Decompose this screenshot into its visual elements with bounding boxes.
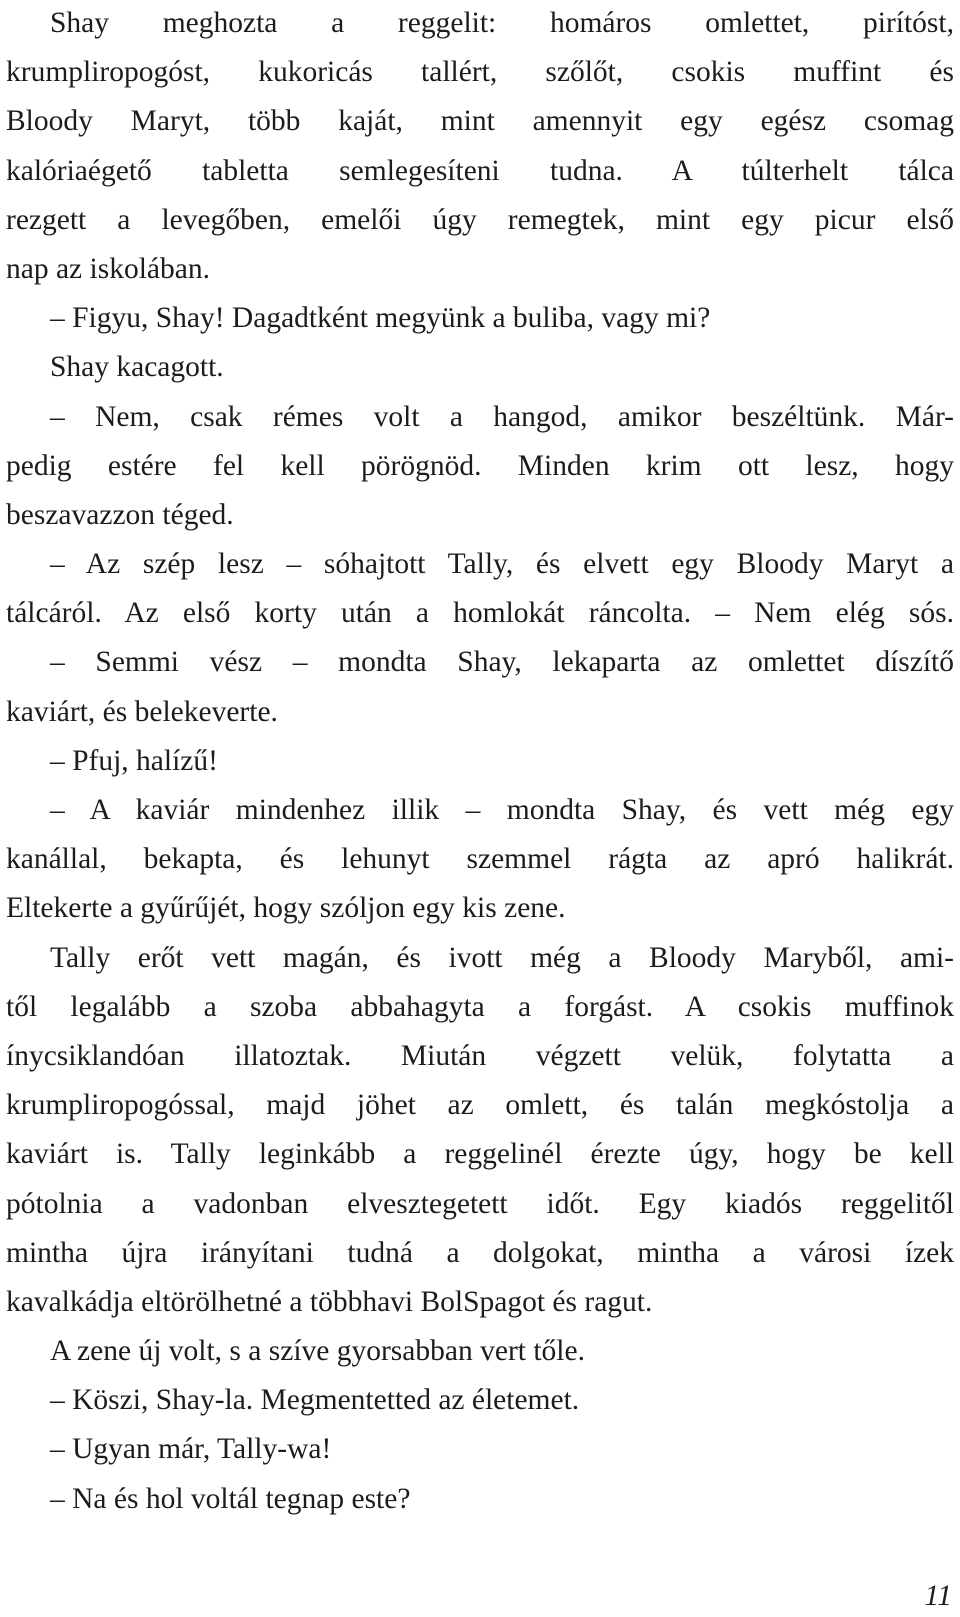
- text-line-31: – Na és hol voltál tegnap este?: [50, 1482, 411, 1515]
- text-line-23: krumpliropogóssal, majd jöhet az omlett, és talán megkóstolja a: [6, 1089, 954, 1122]
- text-line-5: rezgett a levegőben, emelői úgy remegtek, mint egy picur első: [6, 203, 954, 236]
- text-line-14: – Semmi vész – mondta Shay, lekaparta az omlettet díszítő: [50, 646, 954, 679]
- text-line-13: tálcáról. Az első korty után a homlokát ráncolta. – Nem elég sós.: [6, 597, 954, 630]
- text-line-1: Shay meghozta a reggelit: homáros omlettet, pirítóst,: [50, 7, 954, 39]
- text-line-9: – Nem, csak rémes volt a hangod, amikor beszéltünk. Már-: [50, 400, 954, 433]
- text-line-8: Shay kacagott.: [50, 351, 224, 384]
- text-line-30: – Ugyan már, Tally-wa!: [50, 1433, 332, 1466]
- text-line-20: Tally erőt vett magán, és ivott még a Bloody Maryből, ami-: [50, 941, 954, 974]
- text-line-21: től legalább a szoba abbahagyta a forgást. A csokis muffinok: [6, 990, 954, 1023]
- text-line-25: pótolnia a vadonban elvesztegetett időt. Egy kiadós reggelitől: [6, 1187, 954, 1220]
- body-text: [6, 0, 954, 1524]
- text-line-16: – Pfuj, halízű!: [50, 744, 218, 777]
- text-line-11: beszavazzon téged.: [6, 498, 234, 531]
- text-line-7: – Figyu, Shay! Dagadtként megyünk a buliba, vagy mi?: [50, 302, 711, 335]
- text-line-18: kanállal, bekapta, és lehunyt szemmel rágta az apró halikrát.: [6, 843, 954, 876]
- text-line-29: – Köszi, Shay-la. Megmentetted az életemet.: [50, 1384, 580, 1417]
- text-line-4: kalóriaégető tabletta semlegesíteni tudna. A túlterhelt tálca: [6, 154, 954, 187]
- text-line-10: pedig estére fel kell pörögnöd. Minden krim ott lesz, hogy: [6, 449, 954, 482]
- text-line-17: – A kaviár mindenhez illik – mondta Shay, és vett még egy: [50, 794, 954, 826]
- text-line-22: ínycsiklandóan illatoztak. Miután végzett velük, folytatta a: [6, 1039, 954, 1072]
- text-line-12: – Az szép lesz – sóhajtott Tally, és elvett egy Bloody Maryt a: [50, 548, 954, 581]
- page-number: 11: [924, 1579, 952, 1612]
- text-line-15: kaviárt, és belekeverte.: [6, 695, 278, 728]
- text-line-24: kaviárt is. Tally leginkább a reggelinél érezte úgy, hogy be kell: [6, 1138, 954, 1171]
- text-line-19: Eltekerte a gyűrűjét, hogy szóljon egy kis zene.: [6, 892, 566, 925]
- text-line-6: nap az iskolában.: [6, 252, 210, 285]
- text-line-26: mintha újra irányítani tudná a dolgokat, mintha a városi ízek: [6, 1236, 954, 1269]
- text-line-27: kavalkádja eltörölhetné a többhavi BolSpagot és ragut.: [6, 1285, 653, 1318]
- text-line-28: A zene új volt, s a szíve gyorsabban vert tőle.: [50, 1335, 585, 1368]
- text-line-2: krumpliropogóst, kukoricás tallért, szőlőt, csokis muffint és: [6, 56, 954, 89]
- text-line-3: Bloody Maryt, több kaját, mint amennyit egy egész csomag: [6, 105, 954, 138]
